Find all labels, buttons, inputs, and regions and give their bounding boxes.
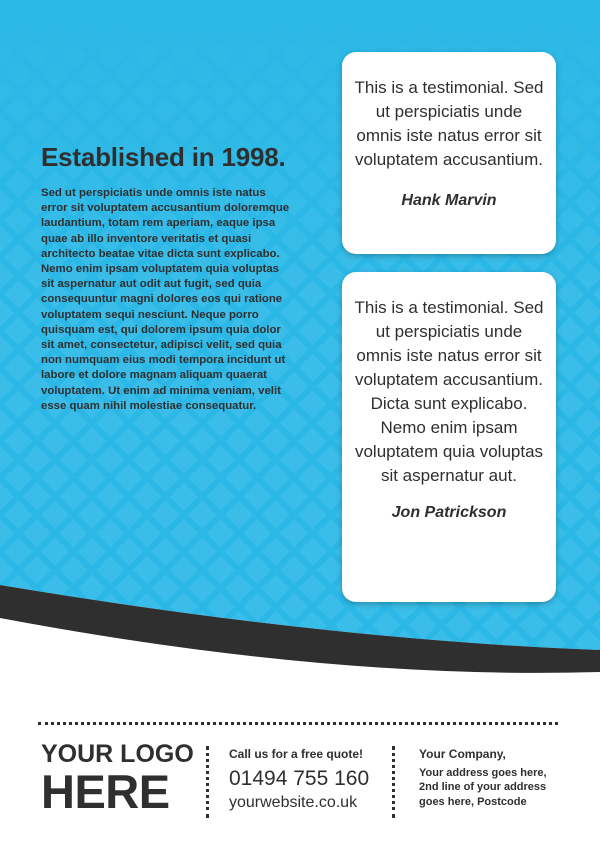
contact-block bbox=[229, 747, 389, 812]
testimonial-card bbox=[342, 272, 556, 602]
address-line: goes here, Postcode bbox=[419, 795, 527, 808]
address-line: 2nd line of your address bbox=[419, 781, 547, 793]
phone-number: 01494 755 160 bbox=[229, 767, 370, 790]
logo-line-1: YOUR LOGO bbox=[41, 740, 194, 768]
testimonial-author: Jon Patrickson bbox=[391, 504, 507, 521]
address-block bbox=[419, 747, 579, 809]
footer-divider bbox=[38, 722, 558, 725]
testimonial-author: Hank Marvin bbox=[401, 192, 497, 209]
company-name: Your Company, bbox=[419, 747, 506, 761]
address-line: Your address goes here, bbox=[419, 766, 547, 779]
logo-line-2: HERE bbox=[41, 765, 170, 818]
testimonial-quote: This is a testimonial. Sed ut perspiciatis unde omnis iste natus error sit voluptatem accusantium. Dicta sunt explicabo. Nemo enim ipsam voluptatem quia voluptas sit aspernatur aut. bbox=[354, 298, 544, 485]
website-url: yourwebsite.co.uk bbox=[229, 794, 358, 811]
testimonial-card bbox=[342, 52, 556, 254]
call-to-action: Call us for a free quote! bbox=[229, 747, 364, 761]
footer-separator bbox=[206, 746, 209, 818]
testimonial-quote: This is a testimonial. Sed ut perspiciatis unde omnis iste natus error sit voluptatem accusantium. bbox=[354, 78, 544, 169]
intro-paragraph: Sed ut perspiciatis unde omnis iste natus error sit voluptatem accusantium doloremque laudantium, totam rem aperiam, eaque ipsa quae ab illo inventore veritatis et quasi architecto beatae vitae dicta sunt explicabo. Nemo enim ipsam voluptatem quia voluptas sit aspernatur aut odit aut fugit, sed quia consequuntur magni dolores eos qui ratione voluptatem sequi nesciunt. Neque porro quisquam est, qui dolorem ipsum quia dolor sit amet, consectetur, adipisci velit, sed quia non numquam eius modi tempora incidunt ut labore et dolore magnam aliquam quaerat voluptatem. Ut enim ad minima veniam, velit esse quam nihil molestiae consequatur. bbox=[41, 187, 290, 412]
logo-placeholder bbox=[41, 740, 194, 818]
headline: Established in 1998. bbox=[41, 142, 286, 172]
footer-separator bbox=[392, 746, 395, 818]
